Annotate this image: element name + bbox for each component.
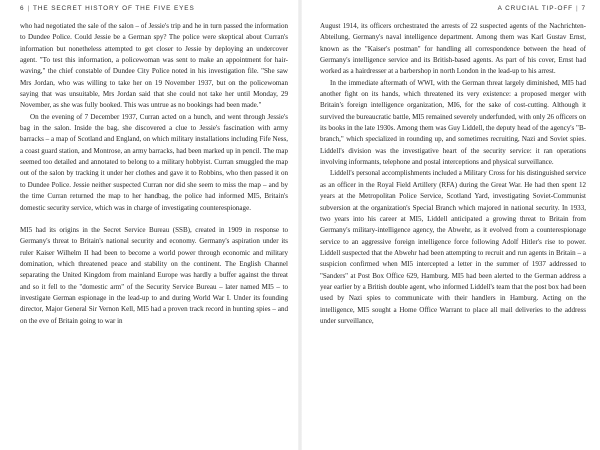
- running-head-separator: |: [27, 5, 31, 12]
- right-paragraph-1: August 1914, its officers orchestrated the arrests of 22 suspected agents of the Nachrichten-Abteilung, Germany's naval intelligence department. Among them was Karl Gustav Ernst, known as the "Kaiser's postman" for handling all correspondence between the head of Germany's intelligence service and its British-based agents. As part of his cover, Ernst had worked as a hairdresser at a barbershop in north London in the lead-up to his arrest.: [320, 22, 586, 76]
- right-paragraph-2: In the immediate aftermath of WWI, with the German threat largely diminished, MI5 had another fight on its hands, which threatened its very existence: a proposed merger with Britain's foreign intelligence organization, MI6, for the sake of cost-cutting. Although it survived the bureaucratic battle, MI5 remained severely underfunded, with only 26 officers on its books in the late 1930s. Among them was Guy Liddell, the deputy head of the agency's "B-branch," which specialized in rounding up, and sometimes recruiting, Nazi and Soviet spies. Liddell's division was the investigative heart of the security service: it ran operations involving informants, telephone and postal interceptions and physical surveillance.: [320, 78, 586, 167]
- right-paragraph-3: Liddell's personal accomplishments included a Military Cross for his distinguished service as an officer in the Royal Field Artillery (RFA) during the Great War. He had then spent 12 years at the Metropolitan Police Service, Scotland Yard, investigating Soviet-Communist subversion at the organization's Special Branch which majored in national security. In 1933, two years into his career at MI5, Liddell anticipated a growing threat to Britain from Germany's military-intelligence agency, the Abwehr, as it evolved from a counterespionage service to an aggressive foreign intelligence force following Adolf Hitler's rise to power. Liddell suspected that the Abwehr had been attempting to recruit and run agents in Britain – a suspicion confirmed when MI5 intercepted a letter in the summer of 1937 addressed to "Sanders" at Post Box Office 629, Hamburg. MI5 had been alerted to the German address a year earlier by a British double agent, who informed Liddell's team that the post box had been used by Nazi spies to communicate with their handlers in Hamburg. Acting on the intelligence, MI5 sought a Home Office Warrant to place all mail deliveries to the address under surveillance,: [320, 169, 586, 325]
- left-paragraph-2: On the evening of 7 December 1937, Curran acted on a hunch, and went through Jessie's bag in the salon. Inside the bag, she discovered a clue to Jessie's fascination with army barracks – a map of Scotland and England, on which military installations including Fife Ness, a coast guard station, and Montrose, an army barracks, had been marked up in pencil. The map seemed too detailed and annotated to belong to a military hobbyist. Curran smuggled the map out of the salon by tracking it under her clothes and gave it to Robbins, who then passed it on to Dundee Police. Jessie neither suspected Curran nor did she seem to miss the map – and by the time Curran returned the map to her handbag, the police had informed MI5, Britain's domestic security service, which was in charge of investigating counterespionage.: [20, 112, 288, 212]
- running-head-separator: |: [575, 5, 579, 12]
- right-running-head: [498, 5, 586, 12]
- right-page-number: 7: [581, 5, 586, 12]
- left-running-head: [20, 5, 195, 12]
- left-page-number: 6: [20, 5, 25, 12]
- left-paragraph-3: MI5 had its origins in the Secret Service Bureau (SSB), created in 1909 in response to Germany's threat to Britain's national security and economy. Germany's aspiration under its ruler Kaiser Wilhelm II had been to become a world power through economic and military domination, which threatened peace and stability on the continent. The English Channel separating the United Kingdom from mainland Europe was hardly a buffer against the threat and so it fell to the "domestic arm" of the Security Service Bureau – later named MI5 – to investigate German espionage in the lead-up to and during World War I. Under its founding director, Major General Sir Vernon Kell, MI5 had a proven track record in hunting spies – and on the eve of Britain going to war in: [20, 225, 288, 325]
- left-page: [20, 0, 288, 450]
- book-gutter: [298, 0, 302, 450]
- right-body-text: [320, 21, 586, 327]
- left-paragraph-1: who had negotiated the sale of the salon – of Jessie's trip and he in turn passed the information to Dundee Police. Could Jessie be a German spy? The police were skeptical about Curran's information but nonetheless attempted to get closer to Jessie by deploying an undercover agent. "To test this information, a policewoman was sent to make an appointment for hair-waving," the chief constable of Dundee City Police noted in his investigation file. "She saw Mrs Jordan, who was willing to take her on 19 November 1937, but on the policewoman saying that was unsuitable, Mrs Jordan said that she could not take her until Monday, 29 November, as she was fully booked. This was untrue as no bookings had been made.": [20, 22, 288, 110]
- left-body-text: [20, 21, 288, 327]
- right-page: [320, 0, 586, 450]
- book-title: THE SECRET HISTORY OF THE FIVE EYES: [33, 5, 195, 12]
- chapter-title: A CRUCIAL TIP-OFF: [497, 5, 573, 12]
